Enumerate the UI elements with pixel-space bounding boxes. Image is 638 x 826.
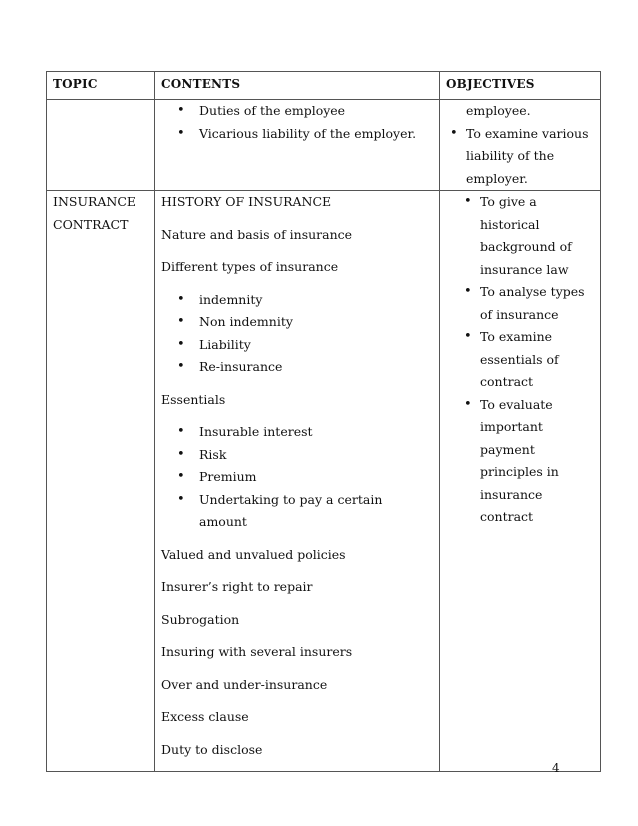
list-item: • Non indemnity xyxy=(161,311,433,334)
list-item: • Re-insurance xyxy=(161,356,433,379)
header-topic: TOPIC xyxy=(47,72,155,100)
list-item: • To examine various liability of the employer. xyxy=(446,123,594,191)
contents-line: Insuring with several insurers xyxy=(161,644,353,659)
list-item: • Liability xyxy=(161,334,433,357)
contents-line: Duty to disclose xyxy=(161,741,263,757)
list-item: • To analyse types of insurance xyxy=(460,281,594,326)
contents-line: Subrogation xyxy=(161,611,240,627)
row2-topic-cell xyxy=(47,191,155,772)
objective-continuation: employee. xyxy=(466,103,531,118)
contents-line: Essentials xyxy=(161,391,226,407)
contents-line: Excess clause xyxy=(161,709,249,724)
list-item: • To give a historical background of insurance law xyxy=(460,191,594,281)
contents-line: Nature and basis of insurance xyxy=(161,226,353,242)
row2-contents-cell xyxy=(155,191,440,772)
topic-line: INSURANCE xyxy=(53,194,137,209)
topic-line: CONTRACT xyxy=(53,216,129,232)
list-item: • Premium xyxy=(161,466,433,489)
list-item: • indemnity xyxy=(161,289,433,312)
header-contents: CONTENTS xyxy=(155,72,440,100)
list-item: • To evaluate important payment principles in insurance contract xyxy=(460,394,594,529)
row1-topic-cell xyxy=(47,100,155,191)
contents-line: Different types of insurance xyxy=(161,259,339,274)
contents-line: Valued and unvalued policies xyxy=(161,546,346,562)
header-objectives: OBJECTIVES xyxy=(440,72,601,100)
table-row xyxy=(47,191,601,772)
table-row xyxy=(47,100,601,191)
list-item: • Undertaking to pay a certain amount xyxy=(161,489,433,534)
contents-line: Insurer’s right to repair xyxy=(161,579,313,594)
row1-contents-cell xyxy=(155,100,440,191)
list-item: • Insurable interest xyxy=(161,421,433,444)
contents-heading: HISTORY OF INSURANCE xyxy=(161,194,332,209)
list-item: • Risk xyxy=(161,444,433,467)
contents-line: Over and under-insurance xyxy=(161,676,328,692)
row2-objectives-cell xyxy=(440,191,601,772)
page-number: 4 xyxy=(552,761,560,775)
list-item: • Duties of the employee xyxy=(161,100,433,123)
list-item: • Vicarious liability of the employer. xyxy=(161,123,433,146)
list-item: • To examine essentials of contract xyxy=(460,326,594,394)
syllabus-table xyxy=(46,71,601,772)
row1-objectives-cell xyxy=(440,100,601,191)
table-header-row xyxy=(47,72,601,100)
